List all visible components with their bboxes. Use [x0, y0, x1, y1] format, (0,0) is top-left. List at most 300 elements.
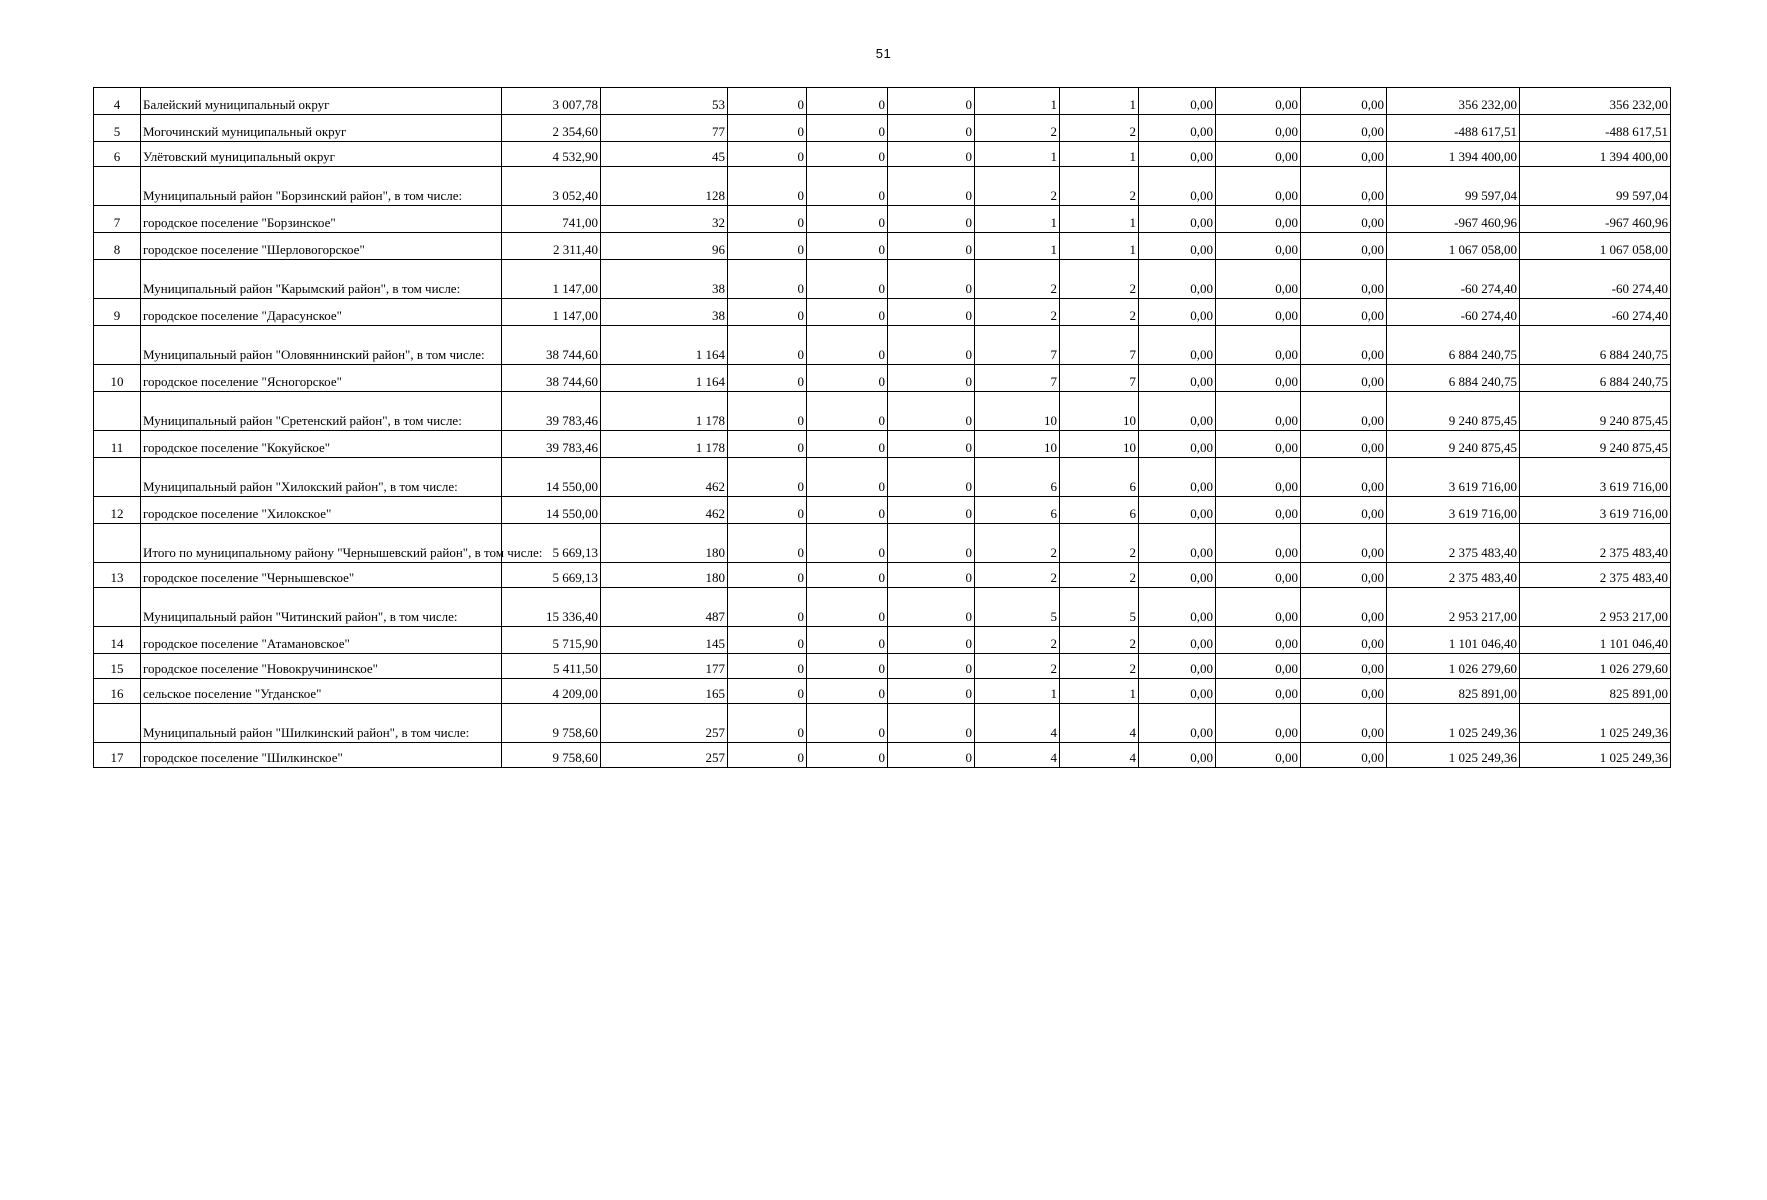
cell-col-9: 2 [1060, 563, 1139, 588]
cell-col-3: 1 147,00 [502, 299, 601, 326]
table-row [94, 588, 1671, 627]
cell-col-11: 0,00 [1216, 679, 1301, 704]
cell-col-4: 45 [601, 142, 728, 167]
cell-col-6: 0 [807, 365, 888, 392]
cell-col-3: 9 758,60 [502, 704, 601, 743]
cell-col-9: 2 [1060, 654, 1139, 679]
cell-col-6: 0 [807, 458, 888, 497]
row-number [94, 588, 141, 627]
cell-col-10: 0,00 [1139, 458, 1216, 497]
cell-col-8: 2 [975, 524, 1060, 563]
cell-col-5: 0 [728, 431, 807, 458]
cell-col-5: 0 [728, 206, 807, 233]
cell-col-10: 0,00 [1139, 260, 1216, 299]
cell-col-11: 0,00 [1216, 627, 1301, 654]
cell-col-8: 2 [975, 627, 1060, 654]
cell-col-7: 0 [888, 563, 975, 588]
cell-col-11: 0,00 [1216, 497, 1301, 524]
cell-col-4: 257 [601, 704, 728, 743]
cell-col-3: 39 783,46 [502, 431, 601, 458]
cell-col-12: 0,00 [1301, 431, 1387, 458]
cell-col-11: 0,00 [1216, 365, 1301, 392]
table-row [94, 458, 1671, 497]
table-row [94, 704, 1671, 743]
cell-col-11: 0,00 [1216, 206, 1301, 233]
cell-col-8: 2 [975, 260, 1060, 299]
cell-col-12: 0,00 [1301, 299, 1387, 326]
cell-col-4: 38 [601, 299, 728, 326]
cell-col-3: 741,00 [502, 206, 601, 233]
table-row [94, 260, 1671, 299]
table-row [94, 365, 1671, 392]
cell-col-11: 0,00 [1216, 115, 1301, 142]
municipality-name: Муниципальный район "Оловяннинский район", в том числе: [141, 326, 502, 365]
cell-col-8: 4 [975, 743, 1060, 768]
table-row [94, 563, 1671, 588]
cell-col-11: 0,00 [1216, 167, 1301, 206]
cell-col-3: 14 550,00 [502, 458, 601, 497]
cell-col-14: 2 375 483,40 [1520, 524, 1671, 563]
table-row [94, 743, 1671, 768]
cell-col-6: 0 [807, 497, 888, 524]
cell-col-3: 5 669,13 [502, 524, 601, 563]
cell-col-12: 0,00 [1301, 743, 1387, 768]
cell-col-8: 10 [975, 431, 1060, 458]
cell-col-4: 128 [601, 167, 728, 206]
cell-col-3: 5 669,13 [502, 563, 601, 588]
cell-col-13: 2 375 483,40 [1387, 563, 1520, 588]
cell-col-3: 1 147,00 [502, 260, 601, 299]
cell-col-6: 0 [807, 233, 888, 260]
cell-col-5: 0 [728, 167, 807, 206]
row-number: 15 [94, 654, 141, 679]
cell-col-6: 0 [807, 704, 888, 743]
row-number: 11 [94, 431, 141, 458]
cell-col-8: 1 [975, 206, 1060, 233]
municipality-name: городское поселение "Новокручининское" [141, 654, 502, 679]
cell-col-8: 2 [975, 563, 1060, 588]
cell-col-12: 0,00 [1301, 88, 1387, 115]
cell-col-4: 257 [601, 743, 728, 768]
cell-col-3: 9 758,60 [502, 743, 601, 768]
cell-col-11: 0,00 [1216, 431, 1301, 458]
cell-col-6: 0 [807, 167, 888, 206]
row-number: 10 [94, 365, 141, 392]
municipality-name: Итого по муниципальному району "Чернышевский район", в том числе: [141, 524, 502, 563]
table-row [94, 524, 1671, 563]
cell-col-4: 77 [601, 115, 728, 142]
cell-col-13: -488 617,51 [1387, 115, 1520, 142]
cell-col-14: 825 891,00 [1520, 679, 1671, 704]
cell-col-13: 2 953 217,00 [1387, 588, 1520, 627]
cell-col-8: 1 [975, 88, 1060, 115]
cell-col-4: 462 [601, 458, 728, 497]
cell-col-13: 825 891,00 [1387, 679, 1520, 704]
row-number: 17 [94, 743, 141, 768]
cell-col-4: 165 [601, 679, 728, 704]
cell-col-7: 0 [888, 627, 975, 654]
municipality-name: городское поселение "Дарасунское" [141, 299, 502, 326]
cell-col-14: 3 619 716,00 [1520, 458, 1671, 497]
cell-col-6: 0 [807, 88, 888, 115]
cell-col-11: 0,00 [1216, 326, 1301, 365]
cell-col-9: 2 [1060, 115, 1139, 142]
row-number: 8 [94, 233, 141, 260]
table-row [94, 233, 1671, 260]
cell-col-4: 1 164 [601, 326, 728, 365]
cell-col-11: 0,00 [1216, 142, 1301, 167]
report-body [94, 88, 1671, 768]
cell-col-8: 6 [975, 458, 1060, 497]
cell-col-6: 0 [807, 115, 888, 142]
cell-col-8: 2 [975, 299, 1060, 326]
cell-col-4: 1 164 [601, 365, 728, 392]
cell-col-10: 0,00 [1139, 563, 1216, 588]
cell-col-3: 38 744,60 [502, 365, 601, 392]
cell-col-10: 0,00 [1139, 524, 1216, 563]
cell-col-7: 0 [888, 458, 975, 497]
cell-col-11: 0,00 [1216, 88, 1301, 115]
cell-col-10: 0,00 [1139, 88, 1216, 115]
row-number: 5 [94, 115, 141, 142]
municipality-name: городское поселение "Атамановское" [141, 627, 502, 654]
cell-col-10: 0,00 [1139, 326, 1216, 365]
row-number [94, 260, 141, 299]
cell-col-12: 0,00 [1301, 115, 1387, 142]
cell-col-9: 4 [1060, 704, 1139, 743]
cell-col-11: 0,00 [1216, 743, 1301, 768]
cell-col-14: 1 025 249,36 [1520, 743, 1671, 768]
row-number: 6 [94, 142, 141, 167]
cell-col-9: 6 [1060, 497, 1139, 524]
cell-col-10: 0,00 [1139, 233, 1216, 260]
cell-col-8: 10 [975, 392, 1060, 431]
municipality-name: Муниципальный район "Карымский район", в том числе: [141, 260, 502, 299]
cell-col-14: 2 375 483,40 [1520, 563, 1671, 588]
cell-col-12: 0,00 [1301, 679, 1387, 704]
cell-col-11: 0,00 [1216, 524, 1301, 563]
cell-col-14: -60 274,40 [1520, 299, 1671, 326]
cell-col-5: 0 [728, 563, 807, 588]
cell-col-12: 0,00 [1301, 497, 1387, 524]
cell-col-7: 0 [888, 524, 975, 563]
cell-col-3: 15 336,40 [502, 588, 601, 627]
cell-col-6: 0 [807, 563, 888, 588]
cell-col-4: 180 [601, 524, 728, 563]
cell-col-14: 99 597,04 [1520, 167, 1671, 206]
cell-col-10: 0,00 [1139, 142, 1216, 167]
cell-col-6: 0 [807, 431, 888, 458]
cell-col-14: 9 240 875,45 [1520, 431, 1671, 458]
table-row [94, 497, 1671, 524]
cell-col-11: 0,00 [1216, 563, 1301, 588]
cell-col-14: 1 067 058,00 [1520, 233, 1671, 260]
cell-col-7: 0 [888, 365, 975, 392]
cell-col-3: 3 052,40 [502, 167, 601, 206]
cell-col-8: 7 [975, 326, 1060, 365]
cell-col-14: 1 101 046,40 [1520, 627, 1671, 654]
municipality-name: городское поселение "Ясногорское" [141, 365, 502, 392]
cell-col-13: 1 394 400,00 [1387, 142, 1520, 167]
cell-col-6: 0 [807, 206, 888, 233]
cell-col-7: 0 [888, 588, 975, 627]
cell-col-10: 0,00 [1139, 299, 1216, 326]
row-number [94, 524, 141, 563]
table-row [94, 206, 1671, 233]
row-number: 16 [94, 679, 141, 704]
cell-col-3: 5 411,50 [502, 654, 601, 679]
cell-col-13: 99 597,04 [1387, 167, 1520, 206]
cell-col-5: 0 [728, 654, 807, 679]
cell-col-9: 1 [1060, 233, 1139, 260]
cell-col-13: 9 240 875,45 [1387, 392, 1520, 431]
cell-col-7: 0 [888, 299, 975, 326]
cell-col-13: -60 274,40 [1387, 299, 1520, 326]
cell-col-9: 10 [1060, 431, 1139, 458]
cell-col-8: 7 [975, 365, 1060, 392]
cell-col-13: 1 025 249,36 [1387, 743, 1520, 768]
cell-col-12: 0,00 [1301, 392, 1387, 431]
cell-col-5: 0 [728, 588, 807, 627]
cell-col-4: 96 [601, 233, 728, 260]
table-row [94, 299, 1671, 326]
cell-col-10: 0,00 [1139, 743, 1216, 768]
municipality-name: городское поселение "Кокуйское" [141, 431, 502, 458]
table-row [94, 392, 1671, 431]
cell-col-5: 0 [728, 365, 807, 392]
row-number [94, 704, 141, 743]
cell-col-4: 487 [601, 588, 728, 627]
cell-col-13: 9 240 875,45 [1387, 431, 1520, 458]
cell-col-7: 0 [888, 167, 975, 206]
cell-col-9: 2 [1060, 299, 1139, 326]
row-number: 4 [94, 88, 141, 115]
cell-col-10: 0,00 [1139, 206, 1216, 233]
cell-col-14: -488 617,51 [1520, 115, 1671, 142]
cell-col-4: 1 178 [601, 392, 728, 431]
cell-col-3: 39 783,46 [502, 392, 601, 431]
cell-col-9: 1 [1060, 88, 1139, 115]
row-number: 12 [94, 497, 141, 524]
cell-col-12: 0,00 [1301, 206, 1387, 233]
row-number [94, 458, 141, 497]
cell-col-9: 7 [1060, 365, 1139, 392]
cell-col-13: 6 884 240,75 [1387, 326, 1520, 365]
cell-col-12: 0,00 [1301, 142, 1387, 167]
cell-col-10: 0,00 [1139, 588, 1216, 627]
municipality-name: Муниципальный район "Борзинский район", в том числе: [141, 167, 502, 206]
cell-col-14: 6 884 240,75 [1520, 326, 1671, 365]
cell-col-5: 0 [728, 497, 807, 524]
cell-col-5: 0 [728, 233, 807, 260]
cell-col-13: 2 375 483,40 [1387, 524, 1520, 563]
cell-col-14: 1 394 400,00 [1520, 142, 1671, 167]
cell-col-8: 4 [975, 704, 1060, 743]
municipality-name: Балейский муниципальный округ [141, 88, 502, 115]
cell-col-7: 0 [888, 88, 975, 115]
cell-col-3: 2 354,60 [502, 115, 601, 142]
cell-col-12: 0,00 [1301, 654, 1387, 679]
cell-col-13: 6 884 240,75 [1387, 365, 1520, 392]
cell-col-4: 32 [601, 206, 728, 233]
cell-col-3: 3 007,78 [502, 88, 601, 115]
cell-col-7: 0 [888, 392, 975, 431]
cell-col-12: 0,00 [1301, 524, 1387, 563]
cell-col-10: 0,00 [1139, 167, 1216, 206]
cell-col-6: 0 [807, 743, 888, 768]
cell-col-10: 0,00 [1139, 392, 1216, 431]
cell-col-5: 0 [728, 743, 807, 768]
cell-col-12: 0,00 [1301, 260, 1387, 299]
row-number: 9 [94, 299, 141, 326]
cell-col-5: 0 [728, 299, 807, 326]
cell-col-14: 1 026 279,60 [1520, 654, 1671, 679]
municipality-name: городское поселение "Борзинское" [141, 206, 502, 233]
cell-col-11: 0,00 [1216, 458, 1301, 497]
cell-col-4: 38 [601, 260, 728, 299]
row-number [94, 167, 141, 206]
cell-col-12: 0,00 [1301, 326, 1387, 365]
cell-col-7: 0 [888, 679, 975, 704]
cell-col-6: 0 [807, 392, 888, 431]
cell-col-10: 0,00 [1139, 497, 1216, 524]
cell-col-3: 14 550,00 [502, 497, 601, 524]
cell-col-11: 0,00 [1216, 588, 1301, 627]
cell-col-11: 0,00 [1216, 392, 1301, 431]
cell-col-12: 0,00 [1301, 233, 1387, 260]
cell-col-13: 3 619 716,00 [1387, 497, 1520, 524]
table-row [94, 679, 1671, 704]
cell-col-5: 0 [728, 627, 807, 654]
cell-col-6: 0 [807, 679, 888, 704]
cell-col-5: 0 [728, 458, 807, 497]
page-number: 51 [875, 46, 892, 61]
cell-col-6: 0 [807, 654, 888, 679]
cell-col-10: 0,00 [1139, 365, 1216, 392]
cell-col-12: 0,00 [1301, 167, 1387, 206]
municipality-name: городское поселение "Шилкинское" [141, 743, 502, 768]
cell-col-11: 0,00 [1216, 233, 1301, 260]
table-row [94, 115, 1671, 142]
cell-col-4: 145 [601, 627, 728, 654]
cell-col-7: 0 [888, 260, 975, 299]
cell-col-4: 177 [601, 654, 728, 679]
cell-col-5: 0 [728, 326, 807, 365]
cell-col-6: 0 [807, 524, 888, 563]
cell-col-14: 9 240 875,45 [1520, 392, 1671, 431]
cell-col-6: 0 [807, 588, 888, 627]
row-number: 14 [94, 627, 141, 654]
table-row [94, 627, 1671, 654]
cell-col-7: 0 [888, 704, 975, 743]
table-row [94, 88, 1671, 115]
cell-col-14: -60 274,40 [1520, 260, 1671, 299]
cell-col-7: 0 [888, 115, 975, 142]
cell-col-14: 6 884 240,75 [1520, 365, 1671, 392]
municipality-name: Муниципальный район "Шилкинский район", в том числе: [141, 704, 502, 743]
cell-col-14: 356 232,00 [1520, 88, 1671, 115]
cell-col-7: 0 [888, 743, 975, 768]
cell-col-8: 2 [975, 654, 1060, 679]
cell-col-12: 0,00 [1301, 365, 1387, 392]
cell-col-13: 3 619 716,00 [1387, 458, 1520, 497]
cell-col-7: 0 [888, 142, 975, 167]
cell-col-9: 4 [1060, 743, 1139, 768]
table-row [94, 654, 1671, 679]
cell-col-5: 0 [728, 704, 807, 743]
cell-col-5: 0 [728, 679, 807, 704]
cell-col-3: 4 532,90 [502, 142, 601, 167]
cell-col-11: 0,00 [1216, 299, 1301, 326]
cell-col-6: 0 [807, 260, 888, 299]
row-number [94, 392, 141, 431]
cell-col-9: 6 [1060, 458, 1139, 497]
cell-col-8: 5 [975, 588, 1060, 627]
cell-col-9: 2 [1060, 627, 1139, 654]
cell-col-5: 0 [728, 115, 807, 142]
cell-col-8: 1 [975, 233, 1060, 260]
cell-col-8: 6 [975, 497, 1060, 524]
row-number: 7 [94, 206, 141, 233]
cell-col-13: 1 067 058,00 [1387, 233, 1520, 260]
cell-col-14: 1 025 249,36 [1520, 704, 1671, 743]
cell-col-6: 0 [807, 142, 888, 167]
municipality-name: сельское поселение "Угданское" [141, 679, 502, 704]
cell-col-3: 2 311,40 [502, 233, 601, 260]
cell-col-5: 0 [728, 524, 807, 563]
cell-col-6: 0 [807, 326, 888, 365]
cell-col-10: 0,00 [1139, 704, 1216, 743]
cell-col-12: 0,00 [1301, 588, 1387, 627]
cell-col-3: 38 744,60 [502, 326, 601, 365]
cell-col-10: 0,00 [1139, 431, 1216, 458]
cell-col-8: 1 [975, 679, 1060, 704]
cell-col-10: 0,00 [1139, 115, 1216, 142]
cell-col-13: 1 025 249,36 [1387, 704, 1520, 743]
cell-col-9: 5 [1060, 588, 1139, 627]
cell-col-7: 0 [888, 431, 975, 458]
cell-col-10: 0,00 [1139, 627, 1216, 654]
cell-col-7: 0 [888, 206, 975, 233]
cell-col-7: 0 [888, 233, 975, 260]
table-row [94, 326, 1671, 365]
row-number [94, 326, 141, 365]
table-row [94, 431, 1671, 458]
cell-col-4: 1 178 [601, 431, 728, 458]
cell-col-11: 0,00 [1216, 260, 1301, 299]
cell-col-14: 2 953 217,00 [1520, 588, 1671, 627]
cell-col-8: 1 [975, 142, 1060, 167]
cell-col-5: 0 [728, 88, 807, 115]
cell-col-12: 0,00 [1301, 458, 1387, 497]
cell-col-12: 0,00 [1301, 627, 1387, 654]
cell-col-13: -967 460,96 [1387, 206, 1520, 233]
cell-col-9: 10 [1060, 392, 1139, 431]
cell-col-9: 2 [1060, 260, 1139, 299]
municipality-name: Муниципальный район "Хилокский район", в том числе: [141, 458, 502, 497]
cell-col-9: 1 [1060, 142, 1139, 167]
municipality-name: Муниципальный район "Читинский район", в том числе: [141, 588, 502, 627]
cell-col-13: 1 101 046,40 [1387, 627, 1520, 654]
cell-col-9: 2 [1060, 167, 1139, 206]
cell-col-7: 0 [888, 326, 975, 365]
cell-col-6: 0 [807, 299, 888, 326]
report-table [93, 87, 1671, 768]
cell-col-13: 356 232,00 [1387, 88, 1520, 115]
municipality-name: городское поселение "Чернышевское" [141, 563, 502, 588]
cell-col-12: 0,00 [1301, 704, 1387, 743]
cell-col-5: 0 [728, 142, 807, 167]
